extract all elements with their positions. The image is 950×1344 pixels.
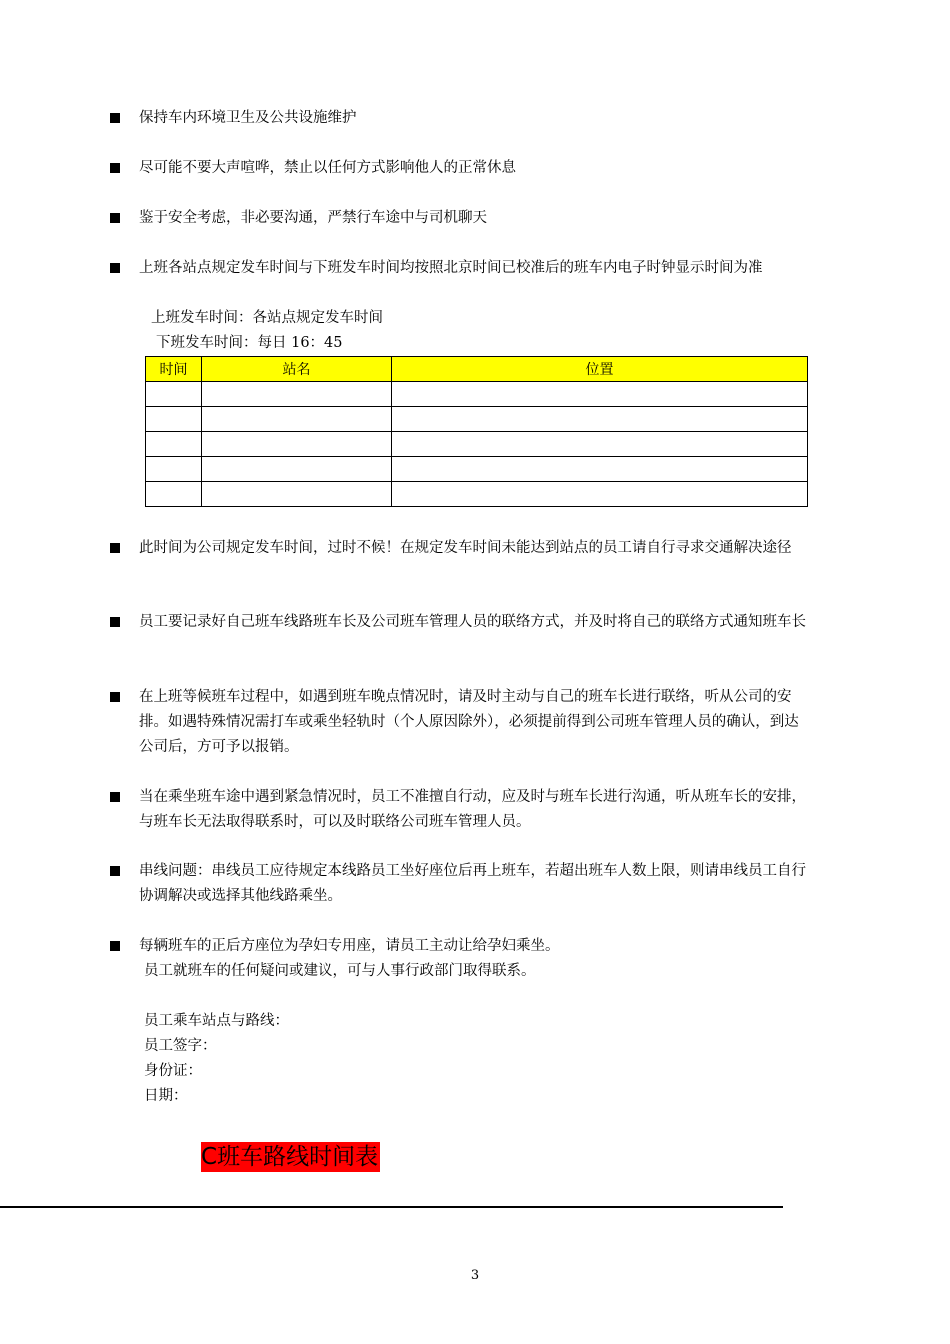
section-letter: C <box>201 1144 218 1170</box>
table-cell <box>202 432 392 457</box>
table-cell <box>146 457 202 482</box>
square-bullet-icon <box>110 163 120 173</box>
square-bullet-icon <box>110 263 120 273</box>
table-cell <box>202 482 392 507</box>
bullet-text: 员工要记录好自己班车线路班车长及公司班车管理人员的联络方式，并及时将自己的联络方式通知班车长 <box>139 614 806 630</box>
table-cell <box>146 482 202 507</box>
table-cell <box>146 382 202 407</box>
table-cell <box>146 407 202 432</box>
table-cell <box>202 457 392 482</box>
signature-date-label: 日期： <box>144 1088 188 1104</box>
bullet-text: 上班各站点规定发车时间与下班发车时间均按照北京时间已校准后的班车内电子时钟显示时间为准 <box>139 260 763 276</box>
square-bullet-icon <box>110 792 120 802</box>
table-cell <box>202 407 392 432</box>
square-bullet-icon <box>110 113 120 123</box>
signature-id-label: 身份证： <box>144 1063 202 1079</box>
section-title <box>201 1142 380 1172</box>
square-bullet-icon <box>110 941 120 951</box>
bullet-text: 鉴于安全考虑，非必要沟通，严禁行车途中与司机聊天 <box>139 210 487 226</box>
square-bullet-icon <box>110 866 120 876</box>
signature-sign-label: 员工签字： <box>144 1038 217 1054</box>
table-row <box>146 407 808 432</box>
column-header-location: 位置 <box>392 357 808 382</box>
table-cell <box>146 432 202 457</box>
bullet-text: 每辆班车的正后方座位为孕妇专用座，请员工主动让给孕妇乘坐。 <box>139 938 560 954</box>
bullet-text: 保持车内环境卫生及公共设施维护 <box>139 110 357 126</box>
bullet-text: 在上班等候班车过程中，如遇到班车晚点情况时，请及时主动与自己的班车长进行联络，听从公司的安排。如遇特殊情况需打车或乘坐轻轨时（个人原因除外），必须提前得到公司班车管理人员的确认，到达公司后，方可予以报销。 <box>139 689 799 755</box>
bullet-text: 串线问题：串线员工应待规定本线路员工坐好座位后再上班车，若超出班车人数上限，则请串线员工自行协调解决或选择其他线路乘坐。 <box>139 863 806 904</box>
table-row <box>146 457 808 482</box>
evening-departure-time: 下班发车时间：每日 16：45 <box>156 335 343 351</box>
table-row <box>146 432 808 457</box>
square-bullet-icon <box>110 617 120 627</box>
contact-note: 员工就班车的任何疑问或建议，可与人事行政部门取得联系。 <box>144 963 536 979</box>
table-cell <box>392 432 808 457</box>
signature-route-label: 员工乘车站点与路线： <box>144 1013 289 1029</box>
section-title-text: 班车路线时间表 <box>217 1144 379 1170</box>
page-number: 3 <box>470 1268 480 1283</box>
bullet-text: 尽可能不要大声喧哗，禁止以任何方式影响他人的正常休息 <box>139 160 516 176</box>
table-cell <box>392 482 808 507</box>
square-bullet-icon <box>110 692 120 702</box>
table-cell <box>392 457 808 482</box>
table-header-row <box>146 357 808 382</box>
table-row <box>146 482 808 507</box>
route-table <box>145 356 808 507</box>
square-bullet-icon <box>110 543 120 553</box>
bullet-text: 当在乘坐班车途中遇到紧急情况时，员工不准擅自行动，应及时与班车长进行沟通，听从班车长的安排，与班车长无法取得联系时，可以及时联络公司班车管理人员。 <box>139 789 806 830</box>
morning-departure-time: 上班发车时间：各站点规定发车时间 <box>151 310 383 326</box>
bullet-text: 此时间为公司规定发车时间，过时不候！在规定发车时间未能达到站点的员工请自行寻求交通解决途径 <box>139 540 792 556</box>
table-cell <box>392 407 808 432</box>
footer-rule <box>0 1206 783 1208</box>
column-header-time: 时间 <box>146 357 202 382</box>
table-row <box>146 382 808 407</box>
square-bullet-icon <box>110 213 120 223</box>
column-header-station: 站名 <box>202 357 392 382</box>
table-cell <box>392 382 808 407</box>
table-cell <box>202 382 392 407</box>
